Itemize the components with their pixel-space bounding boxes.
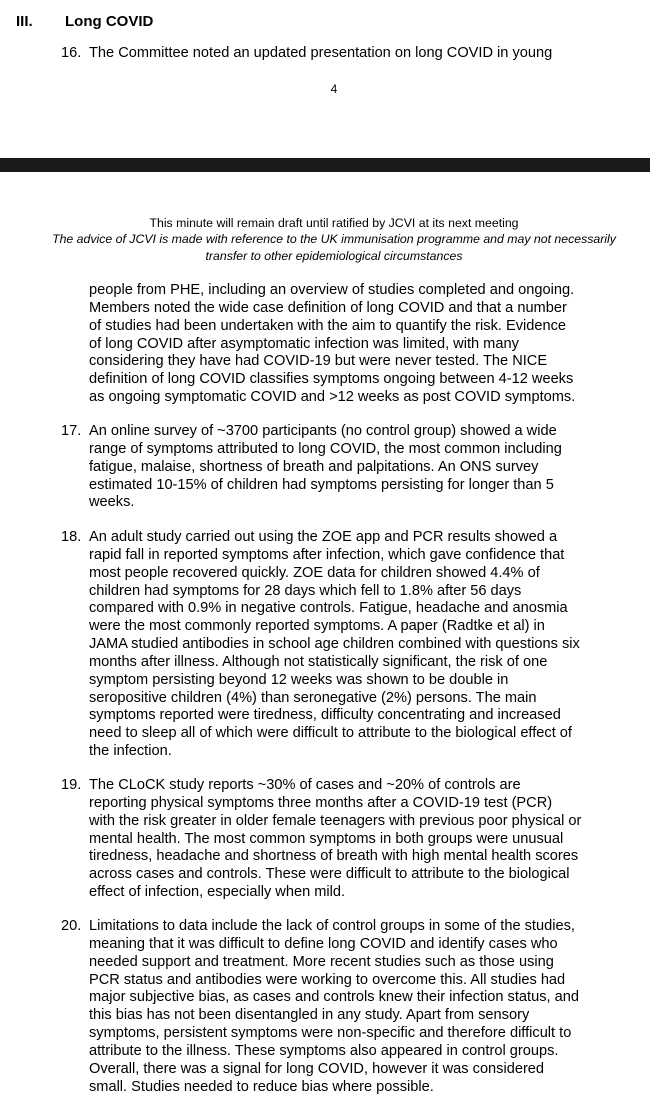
text-line: JAMA studied antibodies in school age children combined with questions six <box>89 636 580 653</box>
text-line: were the most commonly reported symptoms. A paper (Radtke et al) in <box>89 618 545 635</box>
text-line: this bias has not been disentangled in any study. Apart from sensory <box>89 1007 530 1024</box>
text-line: with the risk greater in older female teenagers with previous poor physical or <box>89 812 582 829</box>
paragraph-text <box>89 423 621 512</box>
text-line: small. Studies needed to reduce bias where possible. <box>89 1078 434 1095</box>
paragraph-number: 16. <box>61 45 82 61</box>
paragraph-text <box>89 45 621 63</box>
text-line: months after illness. Although not statistically significant, the risk of one <box>89 653 548 670</box>
text-line: An online survey of ~3700 participants (no control group) showed a wide <box>89 423 557 439</box>
text-line: effect of infection, especially when mild. <box>89 884 346 901</box>
page-break-divider <box>0 158 650 172</box>
text-line: The CLoCK study reports ~30% of cases and ~20% of controls are <box>89 777 521 793</box>
text-line: the infection. <box>89 743 172 760</box>
text-line: major subjective bias, as cases and controls knew their infection status, and <box>89 989 579 1006</box>
text-line: most people recovered quickly. ZOE data for children showed 4.4% of <box>89 564 540 581</box>
text-line: An adult study carried out using the ZOE app and PCR results showed a <box>89 529 558 545</box>
text-line: transfer to other epidemiological circumstances <box>205 248 463 263</box>
paragraph-20 <box>61 918 621 1096</box>
text-line: of long COVID after asymptomatic infection was limited, with many <box>89 335 519 352</box>
text-line: PCR status and antibodies were working to overcome this. All studies had <box>89 971 566 988</box>
page-top <box>0 0 650 158</box>
page-bottom <box>0 172 650 1113</box>
text-line: The Committee noted an updated presentation on long COVID in young <box>89 45 553 61</box>
text-line: children had symptoms for 28 days which fell to 1.8% after 56 days <box>89 582 522 599</box>
paragraph-number: 20. <box>61 918 82 934</box>
text-line: Overall, there was a signal for long COVID, however it was considered <box>89 1060 545 1077</box>
text-line: attribute to the illness. These symptoms also appeared in control groups. <box>89 1042 559 1059</box>
text-line: Members noted the wide case definition of long COVID and that a number <box>89 299 567 316</box>
text-line: tiredness, headache and shortness of breath with high mental health scores <box>89 848 579 865</box>
text-line: seropositive children (4%) than seronegative (2%) persons. The main <box>89 689 537 706</box>
paragraph-text <box>89 777 621 902</box>
paragraph-16-continuation <box>89 282 575 407</box>
paragraph-text <box>89 529 621 761</box>
text-line: estimated 10-15% of children had symptoms persisting for longer than 5 <box>89 476 554 493</box>
text-line: mental health. The most common symptoms in both groups were unusual <box>89 830 564 847</box>
paragraph-16 <box>61 45 621 63</box>
paragraph-number: 19. <box>61 777 82 793</box>
paragraph-18 <box>61 529 621 761</box>
text-line: The advice of JCVI is made with reference to the UK immunisation programme and may not necessarily <box>52 232 616 246</box>
text-line: people from PHE, including an overview of studies completed and ongoing. <box>89 282 575 298</box>
paragraph-19 <box>61 777 621 902</box>
disclaimer <box>0 231 650 264</box>
text-line: weeks. <box>89 494 135 511</box>
text-line: rapid fall in reported symptoms after infection, which gave confidence that <box>89 546 565 563</box>
text-line: fatigue, malaise, shortness of breath and palpitations. An ONS survey <box>89 458 539 475</box>
text-line: of studies had been undertaken with the aim to quantify the risk. Evidence <box>89 317 567 334</box>
section-title: Long COVID <box>65 13 154 30</box>
text-line: needed support and treatment. More recent studies such as those using <box>89 953 554 970</box>
draft-note: This minute will remain draft until ratified by JCVI at its next meeting <box>149 216 519 230</box>
paragraph-17 <box>61 423 621 512</box>
section-heading <box>16 12 153 32</box>
text-line: symptoms, persistent symptoms were non-specific and therefore difficult to <box>89 1025 572 1042</box>
text-line: definition of long COVID classifies symptoms ongoing between 4-12 weeks <box>89 371 574 388</box>
paragraph-text <box>89 918 621 1096</box>
paragraph-number: 18. <box>61 529 82 545</box>
text-line: symptom persisting beyond 12 weeks was shown to be double in <box>89 671 509 688</box>
text-line: meaning that it was difficult to define long COVID and identify cases who <box>89 935 558 952</box>
text-line: need to sleep all of which were difficult to attribute to the biological effect of <box>89 725 572 742</box>
text-line: across cases and controls. These were difficult to attribute to the biological <box>89 866 570 883</box>
text-line: compared with 0.9% in negative controls. Fatigue, headache and anosmia <box>89 600 568 617</box>
section-number: III. <box>16 13 33 30</box>
text-line: considering they have had COVID-19 but were never tested. The NICE <box>89 353 548 370</box>
paragraph-number: 17. <box>61 423 82 439</box>
text-line: symptoms reported were tiredness, difficulty concentrating and increased <box>89 707 561 724</box>
text-line: Limitations to data include the lack of control groups in some of the studies, <box>89 918 575 934</box>
text-line: as ongoing symptomatic COVID and >12 weeks as post COVID symptoms. <box>89 389 576 406</box>
text-line: range of symptoms attributed to long COVID, the most common including <box>89 440 562 457</box>
text-line: reporting physical symptoms three months after a COVID-19 test (PCR) <box>89 794 553 811</box>
page-number: 4 <box>330 82 338 96</box>
